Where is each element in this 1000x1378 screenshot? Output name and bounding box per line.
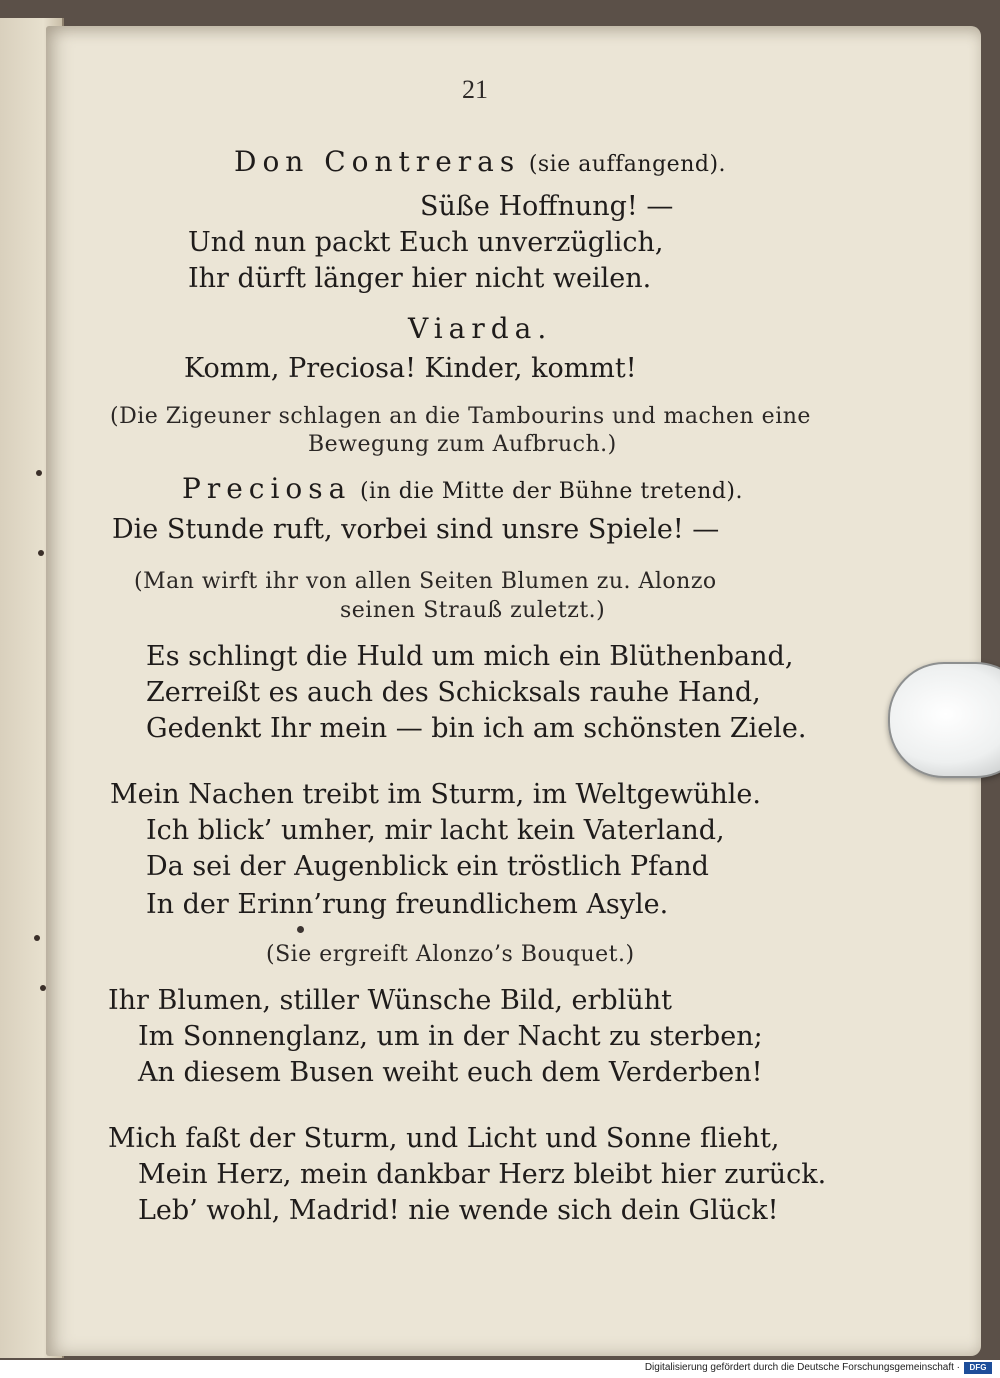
verse-line: Da sei der Augenblick ein tröstlich Pfand xyxy=(146,851,709,882)
dfg-logo: DFG xyxy=(964,1362,992,1374)
stage-direction: Bewegung zum Aufbruch.) xyxy=(308,432,617,457)
verse-line: Ihr Blumen, stiller Wünsche Bild, erblüht xyxy=(108,985,672,1016)
speaker-name: Don Contreras xyxy=(234,145,521,178)
plastic-page-clip xyxy=(888,662,1000,778)
stage-direction: (sie auffangend). xyxy=(528,152,727,177)
verse-line: Im Sonnenglanz, um in der Nacht zu sterben; xyxy=(138,1021,763,1052)
gutter-mark xyxy=(38,550,44,556)
page-number: 21 xyxy=(462,75,488,104)
verse-line: Mich faßt der Sturm, und Licht und Sonne flieht, xyxy=(108,1123,780,1154)
verse-line: Die Stunde ruft, vorbei sind unsre Spiele! — xyxy=(112,514,720,545)
stage-direction: (Sie ergreift Alonzo’s Bouquet.) xyxy=(266,942,635,967)
verse-line: An diesem Busen weiht euch dem Verderben! xyxy=(138,1057,763,1088)
speaker-line xyxy=(234,145,726,182)
verse-line: Mein Herz, mein dankbar Herz bleibt hier zurück. xyxy=(138,1159,827,1190)
gutter-mark xyxy=(34,935,40,941)
verse-line: Zerreißt es auch des Schicksals rauhe Hand, xyxy=(146,677,761,708)
verse-line: Ihr dürft länger hier nicht weilen. xyxy=(188,263,652,294)
verse-line: Süße Hoffnung! — xyxy=(420,191,674,222)
footer-credit: Digitalisierung gefördert durch die Deutsche Forschungsgemeinschaft · xyxy=(644,1362,960,1373)
verse-line: Komm, Preciosa! Kinder, kommt! xyxy=(184,353,637,384)
speaker-name: Viarda. xyxy=(408,312,553,345)
verse-line: Mein Nachen treibt im Sturm, im Weltgewühle. xyxy=(110,779,761,810)
speaker-line xyxy=(182,472,743,509)
verse-line: Leb’ wohl, Madrid! nie wende sich dein Glück! xyxy=(138,1195,779,1226)
stage-direction: seinen Strauß zuletzt.) xyxy=(340,598,606,623)
speaker-name: Preciosa xyxy=(182,472,352,505)
verse-line: In der Erinn’rung freundlichem Asyle. xyxy=(146,889,669,920)
stage-direction: (in die Mitte der Bühne tretend). xyxy=(359,479,743,504)
gutter-mark xyxy=(36,470,42,476)
stage-direction: (Man wirft ihr von allen Seiten Blumen zu. Alonzo xyxy=(134,569,717,594)
verse-line: Und nun packt Euch unverzüglich, xyxy=(188,227,664,258)
verse-line: Ich blick’ umher, mir lacht kein Vaterland, xyxy=(146,815,725,846)
stage-direction: (Die Zigeuner schlagen an die Tambourins und machen eine xyxy=(110,404,811,429)
verse-line: Gedenkt Ihr mein — bin ich am schönsten Ziele. xyxy=(146,713,807,744)
verse-line: Es schlingt die Huld um mich ein Blüthenband, xyxy=(146,641,794,672)
ink-speck xyxy=(297,926,304,933)
